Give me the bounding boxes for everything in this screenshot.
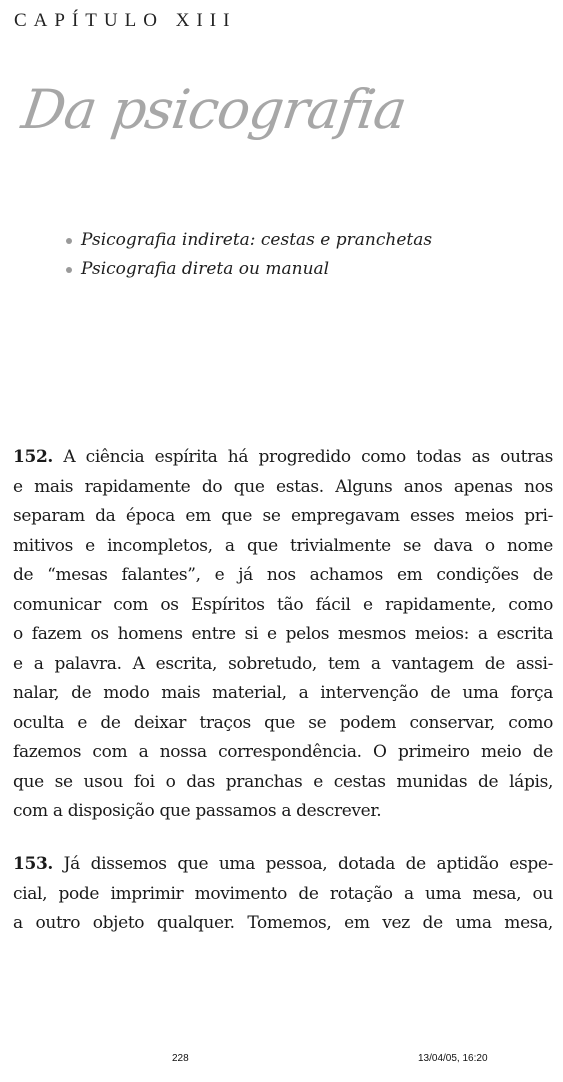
paragraph-line: oculta e de deixar traços que se podem conservar, como	[13, 712, 553, 733]
topic-item	[66, 226, 432, 255]
paragraph-line: cial, pode imprimir movimento de rotação a uma mesa, ou	[13, 883, 553, 904]
paragraph-number: 152.	[13, 447, 54, 467]
paragraph-line: com a disposição que passamos a descrever.	[13, 801, 382, 821]
paragraph-line: separam da época em que se empregavam esses meios pri-	[13, 506, 553, 526]
bullet-icon	[66, 267, 72, 273]
paragraph-number: 153.	[13, 854, 54, 874]
print-timestamp: 13/04/05, 16:20	[418, 1053, 488, 1064]
topics-list	[66, 226, 432, 284]
paragraph-line: comunicar com os Espíritos tão fácil e rapidamente, como	[13, 594, 553, 615]
paragraph-line: e a palavra. A escrita, sobretudo, tem a vantagem de assi-	[13, 653, 553, 674]
chapter-title: Da psicografia	[18, 78, 410, 141]
paragraph-line: 153. Já dissemos que uma pessoa, dotada de aptidão espe-	[13, 854, 553, 874]
paragraph-153	[13, 850, 553, 939]
topic-text: Psicografia direta ou manual	[81, 259, 330, 279]
topic-item	[66, 255, 432, 284]
paragraph-line: mitivos e incompletos, a que trivialmente se dava o nome	[13, 535, 553, 556]
paragraph-line: o fazem os homens entre si e pelos mesmos meios: a escrita	[13, 624, 553, 644]
chapter-label: CAPÍTULO XIII	[14, 10, 237, 31]
paragraph-line: que se usou foi o das pranchas e cestas munidas de lápis,	[13, 771, 553, 792]
paragraph-line: nalar, de modo mais material, a intervenção de uma força	[13, 683, 553, 703]
paragraph-line: e mais rapidamente do que estas. Alguns anos apenas nos	[13, 476, 553, 497]
paragraph-152	[13, 443, 553, 827]
bullet-icon	[66, 238, 72, 244]
paragraph-line: fazemos com a nossa correspondência. O primeiro meio de	[13, 742, 553, 762]
paragraph-line: 152. A ciência espírita há progredido como todas as outras	[13, 447, 554, 467]
paragraph-line: a outro objeto qualquer. Tomemos, em vez de uma mesa,	[13, 913, 553, 933]
page-number: 228	[172, 1053, 189, 1064]
paragraph-line: de “mesas falantes”, e já nos achamos em condições de	[13, 565, 553, 585]
topic-text: Psicografia indireta: cestas e pranchetas	[81, 230, 433, 250]
